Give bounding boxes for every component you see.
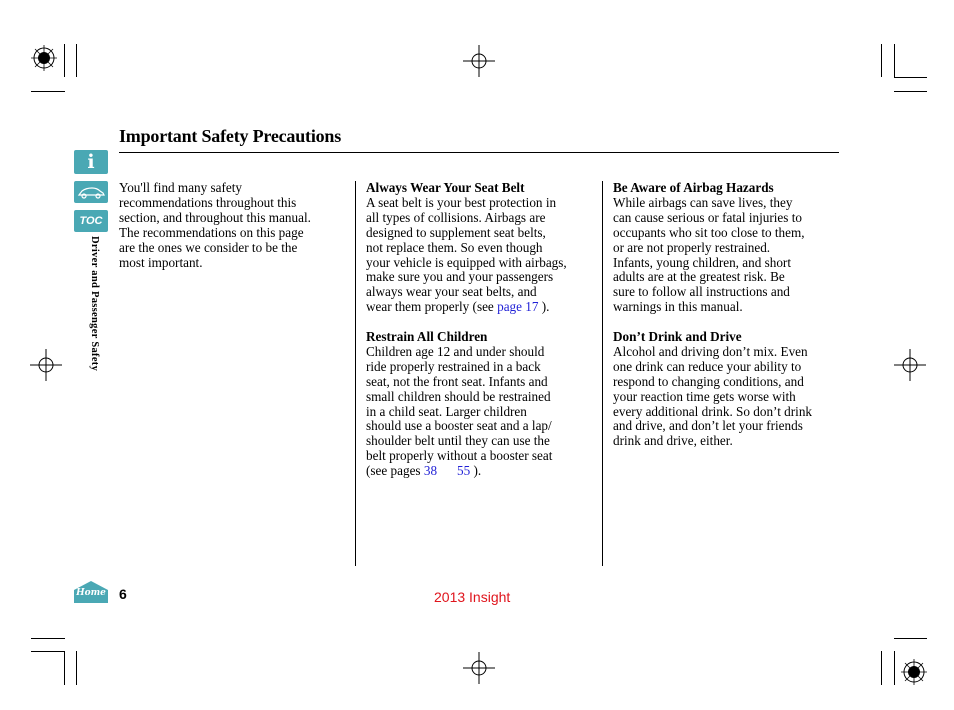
drink-heading: Don’t Drink and Drive [613,329,742,345]
airbag-section [613,181,845,315]
drink-line: drink and drive, either. [613,433,733,449]
children-line: in a child seat. Larger children [366,403,527,419]
airbag-column [613,181,845,464]
home-button[interactable] [73,580,109,604]
column-divider-2 [602,181,603,566]
crosshair-right [894,349,926,381]
seatbelt-line: A seat belt is your best protection in [366,194,557,210]
children-see-text: (see pages [366,463,424,479]
children-line: should use a booster seat and a lap/ [366,418,552,434]
drink-line: one drink can reduce your ability to [613,358,802,374]
page-38-link[interactable]: 38 [423,463,438,479]
drink-section [613,330,845,449]
airbag-line: Infants, young children, and short [613,254,791,270]
crosshair-top-center [463,45,495,77]
seatbelt-last-line [366,300,598,315]
page-55-link[interactable]: 55 [457,463,471,479]
intro-line: most important. [119,254,203,270]
seatbelt-see-text: wear them properly (see [366,299,498,315]
home-label: Home [76,588,106,598]
children-last-line [366,464,598,479]
seatbelt-line: always wear your seat belts, and [366,284,537,300]
seatbelt-line: make sure you and your passengers [366,269,554,285]
footer-model: 2013 Insight [434,589,511,605]
airbag-line: or are not properly restrained. [613,239,771,255]
children-section [366,330,598,479]
seatbelt-heading: Always Wear Your Seat Belt [366,180,525,195]
seatbelt-section [366,181,598,315]
drink-line: every additional drink. So don’t drink [613,403,813,419]
drink-line: respond to changing conditions, and [613,373,804,389]
section-label: Driver and Passenger Safety [89,236,100,372]
children-line: Children age 12 and under should [366,343,545,359]
registration-mark-top-left [30,44,58,72]
column-divider-1 [355,181,356,566]
drink-line: Alcohol and driving don’t mix. Even [613,343,808,359]
page-17-link[interactable]: page 17 [497,299,539,315]
children-line: belt properly without a booster seat [366,448,553,464]
children-end-text: ). [470,463,482,479]
vehicle-index-tab-button[interactable] [74,181,108,203]
drink-line: and drive, and don’t let your friends [613,418,803,434]
airbag-line: occupants who sit too close to them, [613,224,805,240]
children-line: shoulder belt until they can use the [366,433,550,449]
children-heading: Restrain All Children [366,329,488,345]
intro-line: The recommendations on this page [119,224,304,240]
airbag-heading: Be Aware of Airbag Hazards [613,180,774,195]
info-tab-button[interactable] [74,150,108,174]
info-icon: i [87,151,95,173]
seatbelt-end-text: ). [538,299,550,315]
intro-line: You'll find many safety [119,180,243,195]
intro-line: are the ones we consider to be the [119,239,298,255]
page-title: Important Safety Precautions [119,126,342,146]
airbag-line: adults are at the greatest risk. Be [613,269,785,285]
seatbelt-line: not replace them. So even though [366,239,543,255]
children-line: ride properly restrained in a back [366,358,541,374]
airbag-line: sure to follow all instructions and [613,284,790,300]
seatbelt-column [366,181,598,494]
children-line: seat, not the front seat. Infants and [366,373,548,389]
intro-line: section, and throughout this manual. [119,209,311,225]
seatbelt-line: designed to supplement seat belts, [366,224,546,240]
airbag-line: While airbags can save lives, they [613,194,793,210]
crosshair-left [30,349,62,381]
children-line: small children should be restrained [366,388,551,404]
crosshair-bottom-center [463,652,495,684]
drink-line: your reaction time gets worse with [613,388,796,404]
intro-column [119,181,347,270]
airbag-line: warnings in this manual. [613,299,743,315]
seatbelt-line: your vehicle is equipped with airbags, [366,254,567,270]
intro-line: recommendations throughout this [119,194,297,210]
airbag-line: can cause serious or fatal injuries to [613,209,802,225]
toc-label: TOC [79,215,103,227]
page-number: 6 [119,586,127,602]
car-icon [74,181,108,203]
toc-tab-button[interactable] [74,210,108,232]
intro-paragraph [119,181,347,270]
title-rule [119,152,839,153]
registration-mark-bottom-right [900,658,928,686]
seatbelt-line: all types of collisions. Airbags are [366,209,546,225]
